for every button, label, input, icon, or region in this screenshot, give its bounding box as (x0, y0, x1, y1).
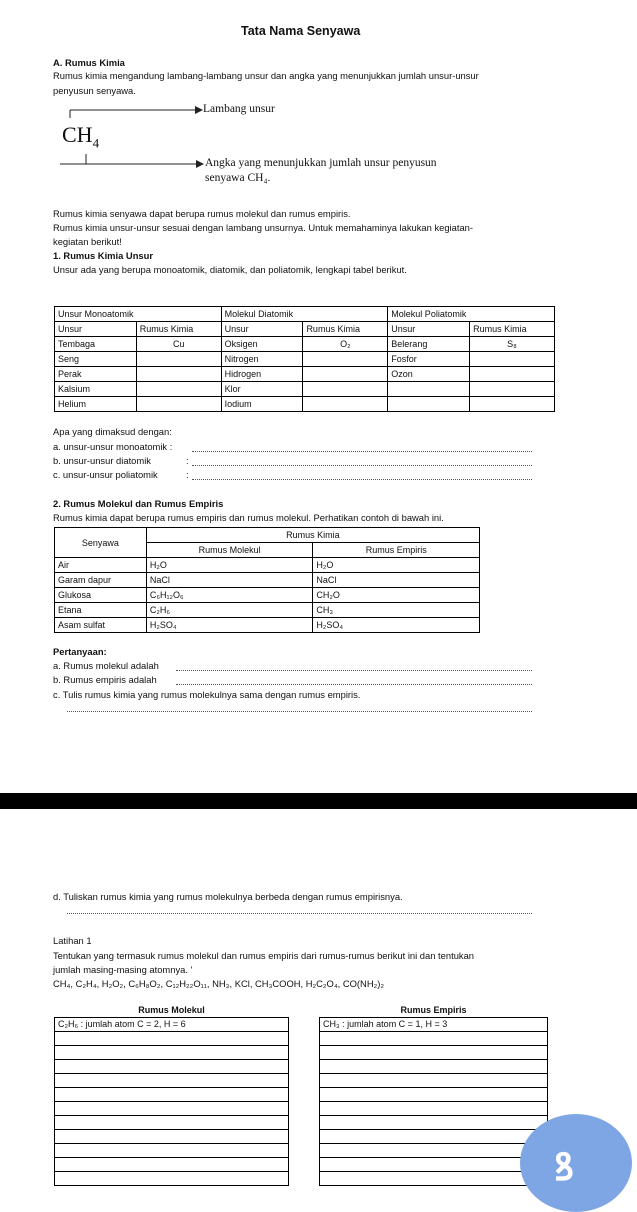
answer-line-2a[interactable] (176, 670, 532, 671)
rumus-molekul-table (54, 1004, 289, 1186)
table-cell: NaCl (313, 573, 480, 588)
latihan-formulas: CH₄, C₂H₄, H₂O₂, C₆H₈O₂, C₁₂H₂₂O₁₁, NH₃, KCl, CH₃COOH, H₂C₂O₄, CO(NH₂)₂ (53, 978, 384, 989)
app-logo-icon: ꝸ (554, 1145, 574, 1189)
question-2b: b. Rumus empiris adalah (53, 674, 157, 685)
group-header-di: Molekul Diatomik (221, 307, 388, 322)
table-cell[interactable]: O₂ (303, 337, 388, 352)
table-cell: CH₃ (313, 603, 480, 618)
answer-line-c[interactable] (192, 479, 532, 480)
table-cell: Glukosa (55, 588, 147, 603)
table-cell[interactable] (470, 397, 555, 412)
question-c: c. unsur-unsur poliatomik (53, 469, 158, 480)
rumus-empiris-example: CH₃ : jumlah atom C = 1, H = 3 (320, 1018, 548, 1032)
col-header: Unsur (221, 322, 303, 337)
table-row (55, 588, 480, 603)
answer-cell[interactable] (55, 1102, 289, 1116)
table-cell: H₂SO₄ (146, 618, 313, 633)
table-cell[interactable] (303, 352, 388, 367)
table-cell: H₂SO₄ (313, 618, 480, 633)
answer-line-2d[interactable] (67, 913, 532, 914)
section-a-heading: A. Rumus Kimia (53, 57, 125, 68)
answer-line-2b[interactable] (176, 684, 532, 685)
table-cell[interactable] (470, 352, 555, 367)
group-header-mono: Unsur Monoatomik (55, 307, 222, 322)
table-cell[interactable] (303, 382, 388, 397)
section-a-p2b: kegiatan berikut! (53, 236, 122, 247)
question-2a: a. Rumus molekul adalah (53, 660, 159, 671)
col-header: Rumus Kimia (303, 322, 388, 337)
table-cell (388, 382, 470, 397)
answer-cell[interactable] (320, 1046, 548, 1060)
group-header-poli: Molekul Poliatomik (388, 307, 555, 322)
table-cell: Klor (221, 382, 303, 397)
table-row (55, 367, 555, 382)
table-cell[interactable] (470, 382, 555, 397)
latihan-heading: Latihan 1 (53, 935, 92, 946)
latihan-instruction-1: Tentukan yang termasuk rumus molekul dan rumus empiris dari rumus-rumus berikut ini dan tentukan (53, 950, 475, 961)
question-2d: d. Tuliskan rumus kimia yang rumus molekulnya berbeda dengan rumus empirisnya. (53, 891, 403, 902)
table-cell: Hidrogen (221, 367, 303, 382)
header-rumus-kimia: Rumus Kimia (146, 528, 479, 543)
table-row (55, 352, 555, 367)
page-title: Tata Nama Senyawa (241, 24, 361, 38)
answer-cell[interactable] (320, 1102, 548, 1116)
table-cell[interactable] (303, 367, 388, 382)
table-cell[interactable] (470, 367, 555, 382)
col-header: Rumus Kimia (470, 322, 555, 337)
table-row (55, 382, 555, 397)
colon: : (186, 455, 189, 466)
section-a-p2a: Rumus kimia unsur-unsur sesuai dengan lambang unsurnya. Untuk memahaminya lakukan kegiatan- (53, 222, 474, 233)
answer-cell[interactable] (55, 1088, 289, 1102)
page-divider (0, 793, 637, 809)
table-cell: Seng (55, 352, 137, 367)
answer-cell[interactable] (320, 1130, 548, 1144)
section-2-intro: Rumus kimia dapat berupa rumus empiris dan rumus molekul. Perhatikan contoh di bawah ini. (53, 512, 444, 523)
table-cell: Belerang (388, 337, 470, 352)
table-cell[interactable] (136, 352, 221, 367)
answer-cell[interactable] (55, 1158, 289, 1172)
question-b: b. unsur-unsur diatomik (53, 455, 151, 466)
table-cell: Kalsium (55, 382, 137, 397)
answer-cell[interactable] (320, 1116, 548, 1130)
answer-cell[interactable] (320, 1060, 548, 1074)
table-cell: Garam dapur (55, 573, 147, 588)
answer-cell[interactable] (55, 1130, 289, 1144)
rumus-empiris-header: Rumus Empiris (320, 1004, 548, 1018)
section-a-p1: Rumus kimia senyawa dapat berupa rumus molekul dan rumus empiris. (53, 208, 351, 219)
answer-line-a[interactable] (192, 451, 532, 452)
answer-cell[interactable] (320, 1158, 548, 1172)
rumus-table (54, 527, 480, 633)
table-cell: Asam sulfat (55, 618, 147, 633)
table-cell[interactable] (136, 382, 221, 397)
rumus-molekul-header: Rumus Molekul (55, 1004, 289, 1018)
table-cell[interactable]: S₈ (470, 337, 555, 352)
answer-cell[interactable] (320, 1144, 548, 1158)
table-cell: Etana (55, 603, 147, 618)
table-cell[interactable]: Cu (136, 337, 221, 352)
answer-cell[interactable] (320, 1074, 548, 1088)
table-cell (388, 397, 470, 412)
question-intro: Apa yang dimaksud dengan: (53, 426, 172, 437)
answer-line-b[interactable] (192, 465, 532, 466)
app-logo-button[interactable] (520, 1114, 632, 1212)
table-cell: Helium (55, 397, 137, 412)
unsur-table (54, 306, 555, 412)
table-cell: NaCl (146, 573, 313, 588)
answer-line-2c[interactable] (67, 711, 532, 712)
table-cell[interactable] (303, 397, 388, 412)
table-cell: Oksigen (221, 337, 303, 352)
answer-cell[interactable] (320, 1088, 548, 1102)
col-header: Unsur (55, 322, 137, 337)
table-cell[interactable] (136, 397, 221, 412)
header-rumus-molekul: Rumus Molekul (146, 543, 313, 558)
section-1-instruction: Unsur ada yang berupa monoatomik, diatomik, dan poliatomik, lengkapi tabel berikut. (53, 264, 407, 275)
answer-cell[interactable] (320, 1032, 548, 1046)
question-2c: c. Tulis rumus kimia yang rumus molekulnya sama dengan rumus empiris. (53, 689, 361, 700)
table-cell: Iodium (221, 397, 303, 412)
table-cell: Fosfor (388, 352, 470, 367)
answer-cell[interactable] (55, 1074, 289, 1088)
label-lambang-unsur: Lambang unsur (203, 103, 275, 115)
pertanyaan-heading: Pertanyaan: (53, 646, 107, 657)
table-cell[interactable] (136, 367, 221, 382)
answer-cell[interactable] (55, 1116, 289, 1130)
ch4-symbol: $CH_4$ (62, 122, 100, 151)
question-a: a. unsur-unsur monoatomik : (53, 441, 173, 452)
table-cell: C₂H₆ (146, 603, 313, 618)
colon: : (186, 469, 189, 480)
label-angka-1: Angka yang menunjukkan jumlah unsur penyusun (205, 157, 437, 169)
rumus-molekul-example: C₂H₆ : jumlah atom C = 2, H = 6 (55, 1018, 289, 1032)
table-cell: Perak (55, 367, 137, 382)
answer-cell[interactable] (55, 1032, 289, 1046)
table-cell: Nitrogen (221, 352, 303, 367)
col-header: Rumus Kimia (136, 322, 221, 337)
answer-cell[interactable] (55, 1172, 289, 1186)
table-cell: CH₂O (313, 588, 480, 603)
table-cell: Ozon (388, 367, 470, 382)
section-a-intro-2: penyusun senyawa. (53, 85, 136, 96)
section-a-intro-1: Rumus kimia mengandung lambang-lambang unsur dan angka yang menunjukkan jumlah unsur-unsur (53, 70, 479, 81)
col-header: Unsur (388, 322, 470, 337)
section-1-heading: 1. Rumus Kimia Unsur (53, 250, 154, 261)
section-2-heading: 2. Rumus Molekul dan Rumus Empiris (53, 498, 224, 509)
table-cell: H₂O (146, 558, 313, 573)
table-row (55, 573, 480, 588)
answer-cell[interactable] (55, 1046, 289, 1060)
table-cell: Tembaga (55, 337, 137, 352)
table-row (55, 337, 555, 352)
table-row (55, 558, 480, 573)
label-angka-2: senyawa CH₄. (205, 172, 271, 184)
rumus-empiris-table (319, 1004, 548, 1186)
answer-cell[interactable] (55, 1144, 289, 1158)
table-cell: H₂O (313, 558, 480, 573)
answer-cell[interactable] (55, 1060, 289, 1074)
table-cell: Air (55, 558, 147, 573)
header-senyawa: Senyawa (55, 528, 147, 558)
table-row (55, 618, 480, 633)
table-cell: C₆H₁₂O₆ (146, 588, 313, 603)
header-rumus-empiris: Rumus Empiris (313, 543, 480, 558)
table-row (55, 603, 480, 618)
table-row (55, 397, 555, 412)
latihan-instruction-2: jumlah masing-masing atomnya. ' (53, 964, 193, 975)
answer-cell[interactable] (320, 1172, 548, 1186)
